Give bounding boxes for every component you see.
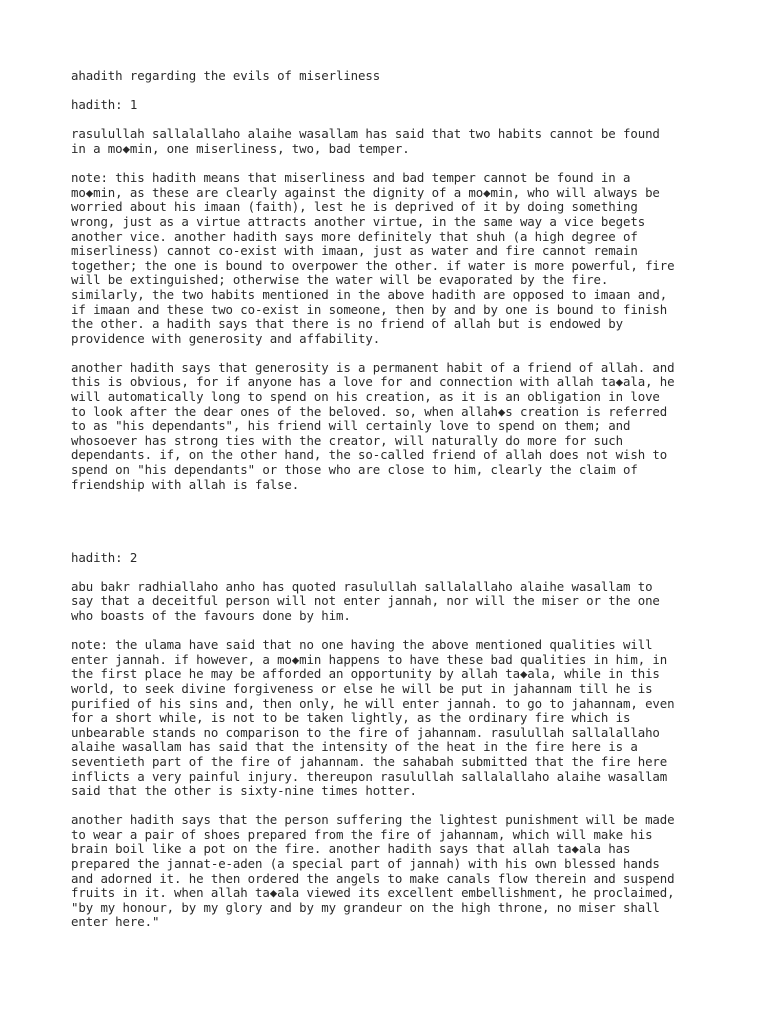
hadith-1-text: rasulullah sallalallaho alaihe wasallam has said that two habits cannot be found in a mo◆min, one miserliness, two, bad temper. — [71, 126, 660, 156]
hadith-2-text: abu bakr radhiallaho anho has quoted rasulullah sallalallaho alaihe wasallam to say that a deceitful person will not enter jannah, nor will the miser or the one who boasts of the favours done by him. — [71, 578, 660, 623]
hadith-1-note: note: this hadith means that miserliness and bad temper cannot be found in a mo◆min, as these are clearly against the dignity of a mo◆min, who will always be worried about his imaan (faith), lest he is deprived of it by doing something wrong, just as a virtue attracts another virtue, in the same way a vice begets another vice. another hadith says more definitely that shuh (a high degree of miserliness) cannot co-exist with imaan, just as water and fire cannot remain together; the one is bound to overpower the other. if water is more powerful, fire will be extinguished; otherwise the water will be evaporated by the fire. similarly, the two habits mentioned in the above hadith are opposed to imaan and, if imaan and these two co-exist in someone, then by and by one is bound to finish the other. a hadith says that there is no friend of allah but is endowed by providence with generosity and affability. — [71, 170, 675, 346]
hadith-1-additional: another hadith says that generosity is a permanent habit of a friend of allah. and this is obvious, for if anyone has a love for and connection with allah ta◆ala, he will automatically long to spend on his creation, as it is an obligation in love to look after the dear ones of the beloved. so, when allah◆s creation is referred to as "his dependants", his friend will certainly love to spend on them; and whosoever has strong ties with the creator, will naturally do more for such dependants. if, on the other hand, the so-called friend of allah does not wish to spend on "his dependants" or those who are close to him, clearly the claim of friendship with allah is false. — [71, 359, 675, 492]
section-heading-hadith-2: hadith: 2 — [71, 549, 138, 565]
hadith-2-additional: another hadith says that the person suffering the lightest punishment will be made to wear a pair of shoes prepared from the fire of jahannam, which will make his brain boil like a pot on the fire. another hadith says that allah ta◆ala has prepared the jannat-e-aden (a special part of jannah) with his own blessed hands and adorned it. he then ordered the angels to make canals flow therein and suspend fruits in it. when allah ta◆ala viewed its excellent embellishment, he proclaimed, "by my honour, by my glory and by my grandeur on the high throne, no miser shall enter here." — [71, 812, 675, 930]
document-page — [71, 69, 751, 945]
document-title: ahadith regarding the evils of miserliness — [71, 68, 381, 83]
section-spacer — [71, 507, 751, 551]
hadith-2-note: note: the ulama have said that no one having the above mentioned qualities will enter jannah. if however, a mo◆min happens to have these bad qualities in him, in the first place he may be afforded an opportunity by allah ta◆ala, while in this world, to seek divine forgiveness or else he will be put in jahannam till he is purified of his sins and, then only, he will enter jannah. to go to jahannam, even for a short while, is not to be taken lightly, as the ordinary fire which is unbearable stands no comparison to the fire of jahannam. rasulullah sallalallaho alaihe wasallam has said that the intensity of the heat in the fire here is a seventieth part of the fire of jahannam. the sahabah submitted that the fire here inflicts a very painful injury. thereupon rasulullah sallalallaho alaihe wasallam said that the other is sixty-nine times hotter. — [71, 637, 675, 799]
section-heading-hadith-1: hadith: 1 — [71, 97, 138, 113]
